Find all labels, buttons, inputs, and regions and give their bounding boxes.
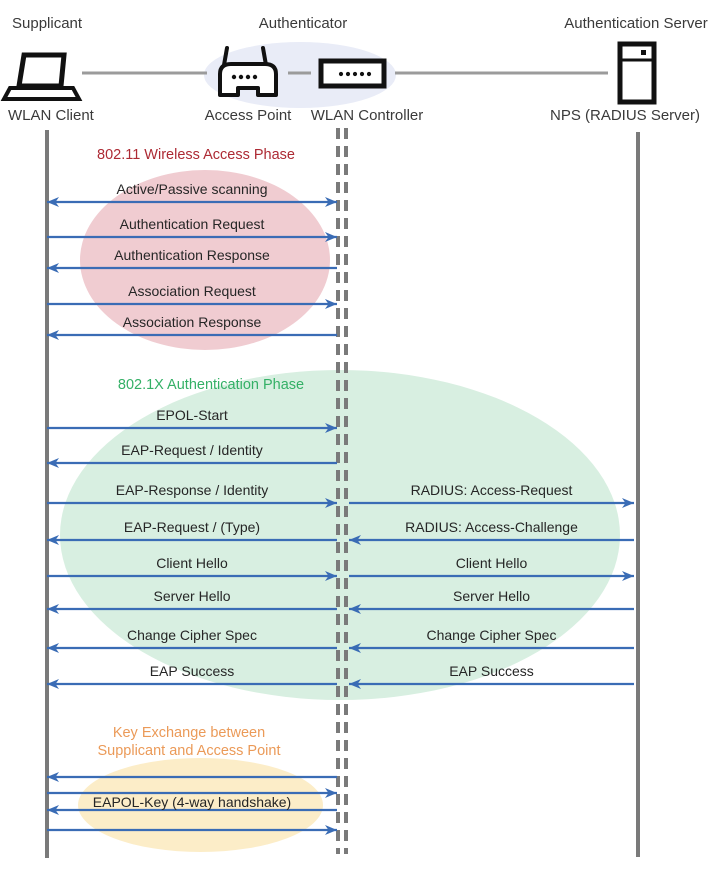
phase-title-80211: 802.11 Wireless Access Phase	[97, 147, 295, 163]
message-label: Active/Passive scanning	[116, 181, 268, 197]
message-label: Authentication Request	[119, 216, 265, 232]
node-wlan-controller: WLAN Controller	[310, 107, 424, 124]
message-label: EAP-Request / (Type)	[123, 519, 261, 535]
message-label: Server Hello	[452, 588, 531, 604]
message-label: Client Hello	[156, 555, 228, 571]
message-label: EAP-Request / Identity	[121, 442, 263, 458]
message-label: EAP-Response / Identity	[115, 482, 269, 498]
message-label: Association Response	[122, 314, 262, 330]
role-supplicant: Supplicant	[12, 15, 83, 32]
message-label: EAP Success	[149, 663, 235, 679]
node-nps-radius-server: NPS (RADIUS Server)	[549, 107, 701, 124]
message-label: Authentication Response	[114, 247, 270, 263]
phase-title-key-exchange-line2: Supplicant and Access Point	[97, 743, 281, 759]
message-label: Server Hello	[153, 588, 231, 604]
phase-title-key-exchange-line1: Key Exchange between	[112, 725, 266, 741]
message-label: EAP Success	[449, 663, 534, 679]
message-label: EPOL-Start	[156, 407, 228, 423]
message-label: Association Request	[128, 283, 256, 299]
message-label: RADIUS: Access-Request	[410, 482, 573, 498]
message-label: Change Cipher Spec	[127, 627, 257, 643]
message-label: EAPOL-Key (4-way handshake)	[92, 794, 292, 810]
phase-title-8021x: 802.1X Authentication Phase	[117, 377, 305, 393]
message-label: Change Cipher Spec	[426, 627, 557, 643]
node-wlan-client: WLAN Client	[8, 107, 94, 124]
message-label: RADIUS: Access-Challenge	[405, 519, 578, 535]
message-label: Client Hello	[455, 555, 528, 571]
role-authenticator: Authenticator	[258, 15, 348, 32]
role-authentication-server: Authentication Server	[564, 15, 708, 32]
node-access-point: Access Point	[204, 107, 292, 124]
